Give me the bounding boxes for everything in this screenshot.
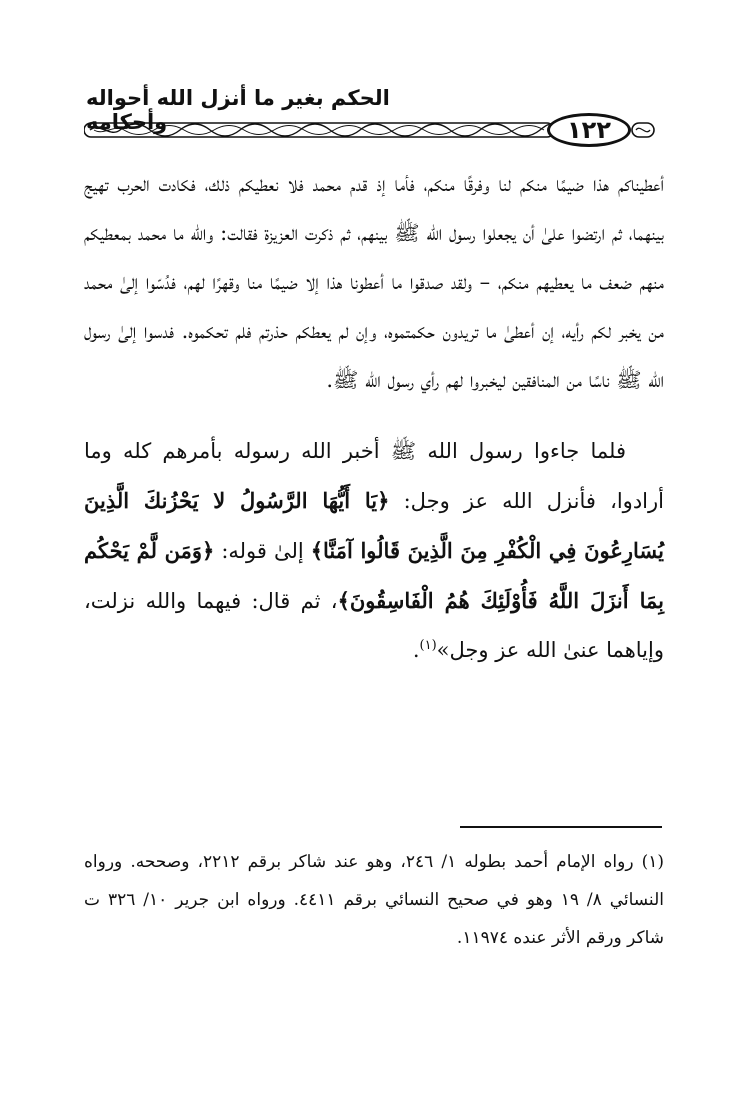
quran-verse-1: ﴿يَا أَيُّهَا الرَّسُولُ لا يَحْزُنكَ الَّذِينَ يُسَارِعُونَ فِي الْكُفْرِ مِنَ الَّذِينَ قَالُوا آمَنَّا﴾ <box>84 488 664 563</box>
footnote-reference: (١) <box>419 638 437 653</box>
paragraph-2-intro: فلما جاءوا رسول الله ﷺ أخبر الله رسوله بأمرهم كله وما أرادوا، فأنزل الله عز وجل: <box>84 439 664 513</box>
main-text <box>84 160 664 675</box>
paragraph-2-end: . <box>412 638 420 662</box>
quran-verse-2: ﴿وَمَن لَّمْ يَحْكُم بِمَا أَنزَلَ اللَّهُ فَأُوْلَئِكَ هُمُ الْفَاسِقُونَ﴾ <box>84 538 664 613</box>
paragraph-2-bridge: إلىٰ قوله: <box>221 539 304 563</box>
footnote-divider <box>460 826 662 828</box>
paragraph-2 <box>84 427 664 675</box>
running-title: الحكم بغير ما أنزل الله أحواله وأحكامه <box>86 86 390 134</box>
page-number: ١٢٢ <box>547 113 631 147</box>
paragraph-2-close: ، ثم قال: فيهما والله نزلت، وإياهما عنىٰ الله عز وجل» <box>84 589 664 662</box>
paragraph-1: أعطيناكم هذا ضيمًا منكم لنا وفرقًا منكم، فأما إذ قدم محمد فلا نعطيكم ذلك، فكادت الحرب تهيج بينهما، ثم ارتضوا علىٰ أن يجعلوا رسول الله ﷺ بينهم، ثم ذكرت العزيزة فقالت: والله ما محمد بمعطيكم منهم ضعف ما يعطيهم منكم، – ولقد صدقوا ما أعطونا هذا إلا ضيمًا منا وقهرًا لهم، فدُسّوا إلىٰ محمد من يخبر لكم رأيه، إن أعطىٰ ما تريدون حكمتموه، وإن لم يعطكم حذرتم فلم تحكموه. فدسوا إلىٰ رسول الله ﷺ ناسًا من المنافقين ليخبروا لهم رأي رسول الله ﷺ. <box>84 172 664 392</box>
footnotes <box>84 843 664 957</box>
footnote-1: (١) رواه الإمام أحمد بطوله ١/ ٢٤٦، وهو عند شاكر برقم ٢٢١٢، وصححه. ورواه النسائي ٨/ ١٩ وهو في صحيح النسائي برقم ٤٤١١. ورواه ابن جرير ١٠/ ٣٢٦ ت شاكر ورقم الأثر عنده ١١٩٧٤. <box>84 852 665 948</box>
